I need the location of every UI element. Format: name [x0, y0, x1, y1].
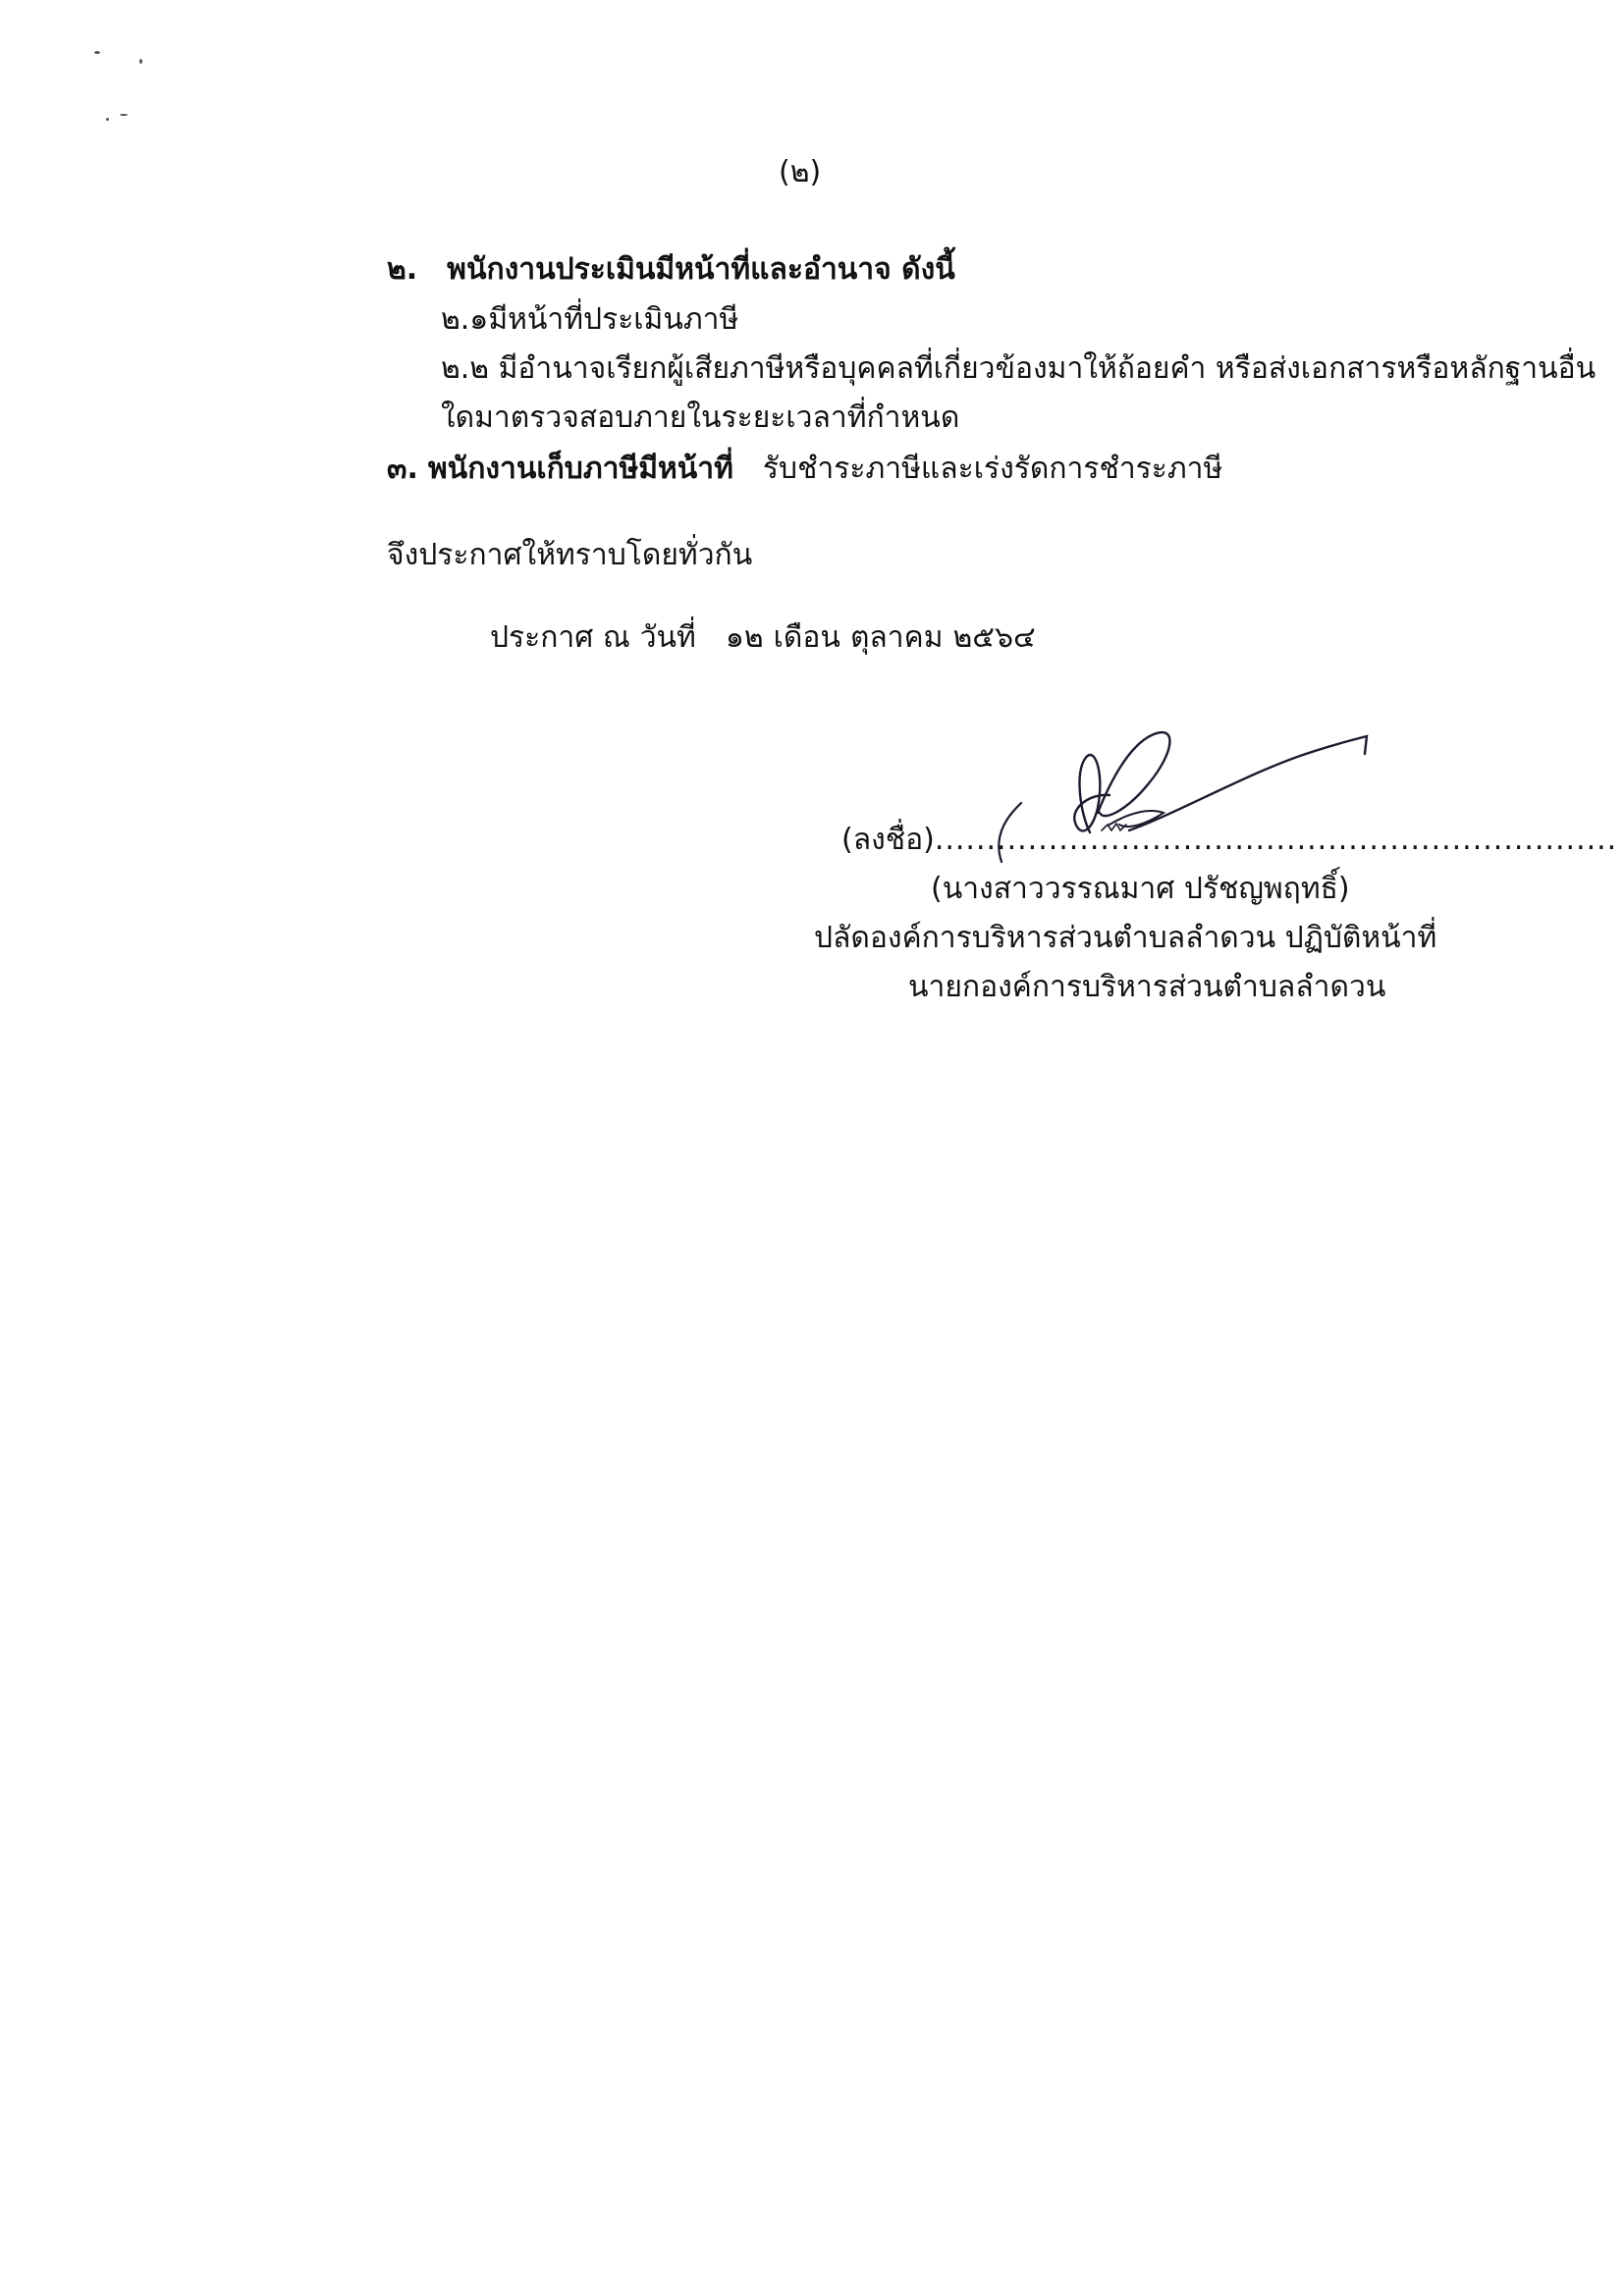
item-2-heading: พนักงานประเมินมีหน้าที่และอำนาจ ดังนี้	[447, 252, 955, 287]
signer-name: (นางสาววรรณมาศ ปรัชญพฤทธิ์)	[931, 872, 1350, 906]
signer-position-line-1: ปลัดองค์การบริหารส่วนตำบลลำดวน ปฏิบัติหน้าที่	[814, 921, 1437, 955]
signer-position-line-2: นายกองค์การบริหารส่วนตำบลลำดวน	[908, 970, 1386, 1004]
item-3-text: รับชำระภาษีและเร่งรัดการชำระภาษี	[762, 452, 1223, 486]
date-prefix: ประกาศ ณ	[490, 620, 630, 655]
date-day-label: วันที่	[639, 620, 696, 655]
date-day: ๑๒	[725, 620, 764, 655]
scan-speck	[94, 51, 100, 54]
item-2-2-line-2: ใดมาตรวจสอบภายในระยะเวลาที่กำหนด	[441, 400, 960, 435]
sign-label: (ลงชื่อ)	[841, 823, 935, 857]
date-line	[490, 618, 1036, 658]
date-month-label: เดือน	[773, 620, 840, 655]
date-year: ๒๕๖๔	[952, 620, 1036, 655]
scan-speck	[120, 114, 128, 116]
scan-speck	[139, 59, 142, 64]
item-3-line	[387, 450, 1222, 489]
announcement-text: จึงประกาศให้ทราบโดยทั่วกัน	[387, 538, 753, 572]
item-2-heading-line	[387, 250, 955, 290]
item-3-heading: พนักงานเก็บภาษีมีหน้าที่	[427, 452, 733, 486]
page-number: (๒)	[779, 155, 822, 189]
sign-dots: ..................................................................	[934, 823, 1618, 857]
scan-speck	[106, 118, 109, 121]
item-2-2-line-1: ๒.๒ มีอำนาจเรียกผู้เสียภาษีหรือบุคคลที่เกี่ยวข้องมาให้ถ้อยคำ หรือส่งเอกสารหรือหลักฐานอื่น	[441, 351, 1597, 386]
date-month: ตุลาคม	[849, 620, 944, 655]
item-3-number: ๓.	[387, 452, 418, 486]
item-2-1: ๒.๑มีหน้าที่ประเมินภาษี	[441, 302, 739, 337]
sign-line	[841, 821, 1617, 860]
item-2-number: ๒.	[387, 252, 418, 287]
